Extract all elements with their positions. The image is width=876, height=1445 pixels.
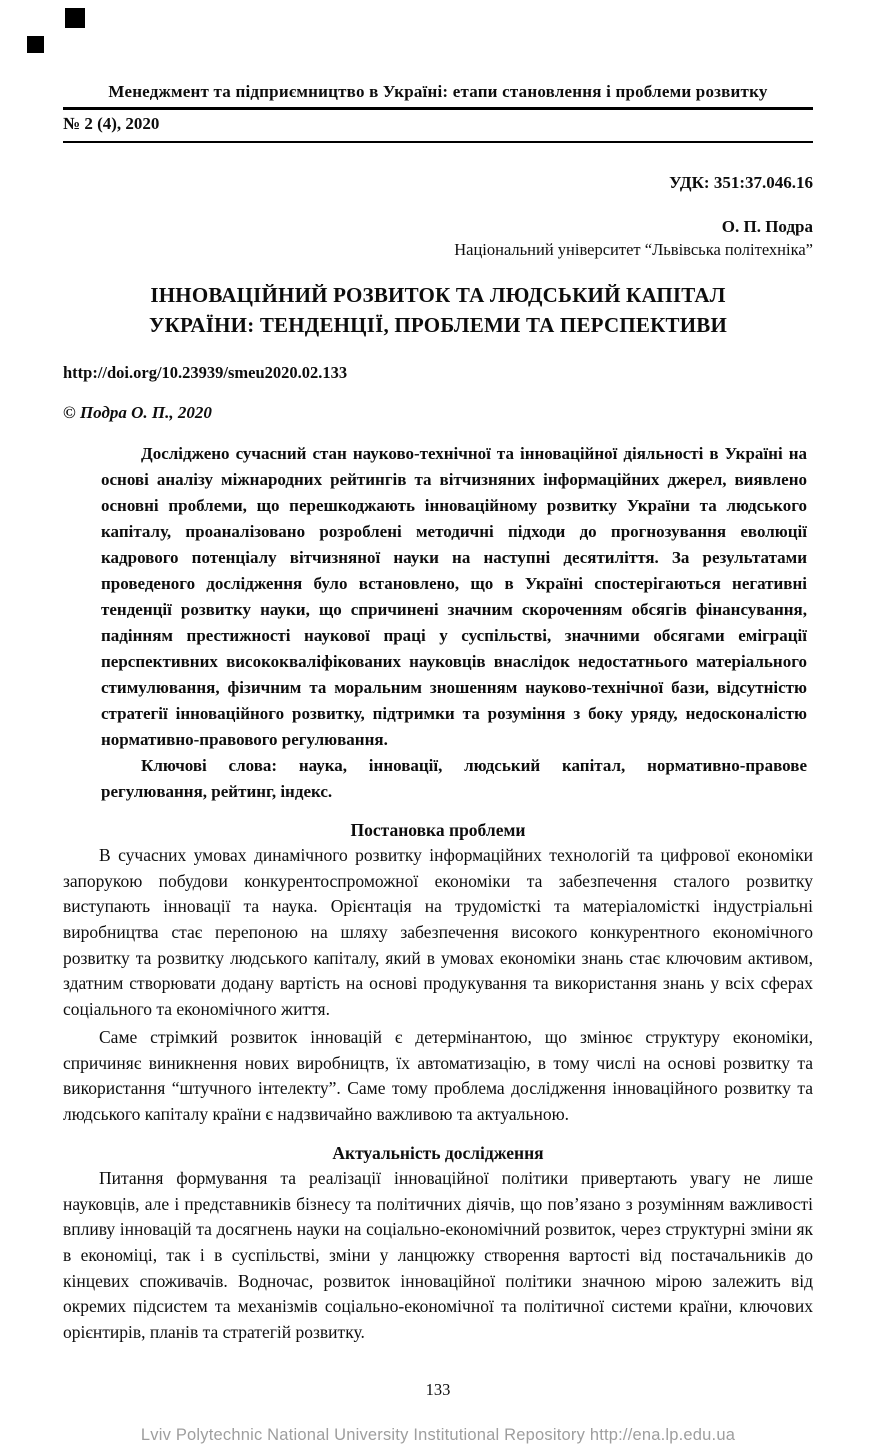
repository-footer: Lviv Polytechnic National University Institutional Repository http://ena.lp.edu.ua [140,1425,736,1444]
document-page [63,0,813,1445]
abstract-block [101,441,807,805]
section-heading-research-relevance: Актуальність дослідження [332,1142,544,1163]
journal-issue-number: № 2 (4), 2020 [63,110,813,143]
udc-code: УДК: 351:37.046.16 [669,173,813,192]
article-title-line1: ІННОВАЦІЙНИЙ РОЗВИТОК ТА ЛЮДСЬКИЙ КАПІТАЛ [150,283,726,307]
article-title [63,280,813,341]
keywords-paragraph [101,753,807,805]
body-paragraph: Питання формування та реалізації інноваційної політики привертають увагу не лише науковців, але і представників бізнесу та політичних діячів, що пов’язано з розумінням важливості впливу інновацій та досягнень науки на соціально-економічний розвиток, через структурні зміни як в економіці, так і в суспільстві, зміни у ланцюжку створення вартості від постачальників до кінцевих споживачів. Водночас, розвиток інноваційної політики значною мірою залежить від окремих підсистем та механізмів соціально-економічної та політичної системи країни, ключових орієнтирів, планів та стратегій розвитку. [63,1167,813,1343]
journal-header-title: Менеджмент та підприємництво в Україні: етапи становлення і проблеми розвитку [63,82,813,110]
author-affiliation: Національний університет “Львівська політехніка” [454,240,813,259]
page-number: 133 [425,1379,451,1399]
scan-artifact-square [65,8,85,28]
scan-artifact-square [27,36,44,53]
section-heading-problem-statement: Постановка проблеми [350,819,526,840]
keywords-label: Ключові слова: [141,755,278,775]
body-paragraph: В сучасних умовах динамічного розвитку інформаційних технологій та цифрової економіки запорукою побудови конкурентоспроможної економіки та забезпечення сталого розвитку виступають інновації та наука. Орієнтація на трудомісткі та матеріаломісткі індустріальні виробництва стає перепоною на шляху забезпечення високого конкурентного економічного розвитку та розвитку людського капіталу, який в умовах економіки знань стає ключовим активом, здатним створювати додану вартість на основі продукування та використання знань у всіх сферах соціального та економічного життя. [63,844,813,1020]
copyright-line: © Подра О. П., 2020 [63,402,212,422]
keywords-text: наука, інновації, людський капітал, нормативно-правове регулювання, рейтинг, індекс. [101,755,807,801]
article-title-line2: УКРАЇНИ: ТЕНДЕНЦІЇ, ПРОБЛЕМИ ТА ПЕРСПЕКТИВИ [149,313,727,338]
abstract-text: Досліджено сучасний стан науково-технічної та інноваційної діяльності в Україні на основі аналізу міжнародних рейтингів та вітчизняних інформаційних джерел, виявлено основні проблеми, що перешкоджають інноваційному розвитку України та людського капіталу, проаналізовано розроблені методичні підходи до прогнозування еволюції кадрового потенціалу вітчизняної науки на наступні десятиліття. За результатами проведеного дослідження було встановлено, що в Україні спостерігаються негативні тенденції розвитку науки, що спричинені значним скороченням обсягів фінансування, падінням престижності наукової праці у суспільстві, значними обсягами еміграції перспективних висококваліфікованих науковців внаслідок недостатнього матеріального стимулювання, фізичним та моральним зношенням науково-технічної бази, відсутністю стратегії інноваційного розвитку, підтримки та розуміння з боку уряду, недосконалістю нормативно-правового регулювання. [101,443,807,749]
doi-link[interactable]: http://doi.org/10.23939/smeu2020.02.133 [63,362,348,382]
body-paragraph: Саме стрімкий розвиток інновацій є детермінантою, що змінює структуру економіки, спричиняє виникнення нових виробництв, їх автоматизацію, в тому числі на основі розвитку та використання “штучного інтелекту”. Саме тому проблема дослідження інноваційного розвитку та людського капіталу країни є надзвичайно важливою та актуальною. [63,1026,813,1125]
author-name: О. П. Подра [721,217,813,236]
